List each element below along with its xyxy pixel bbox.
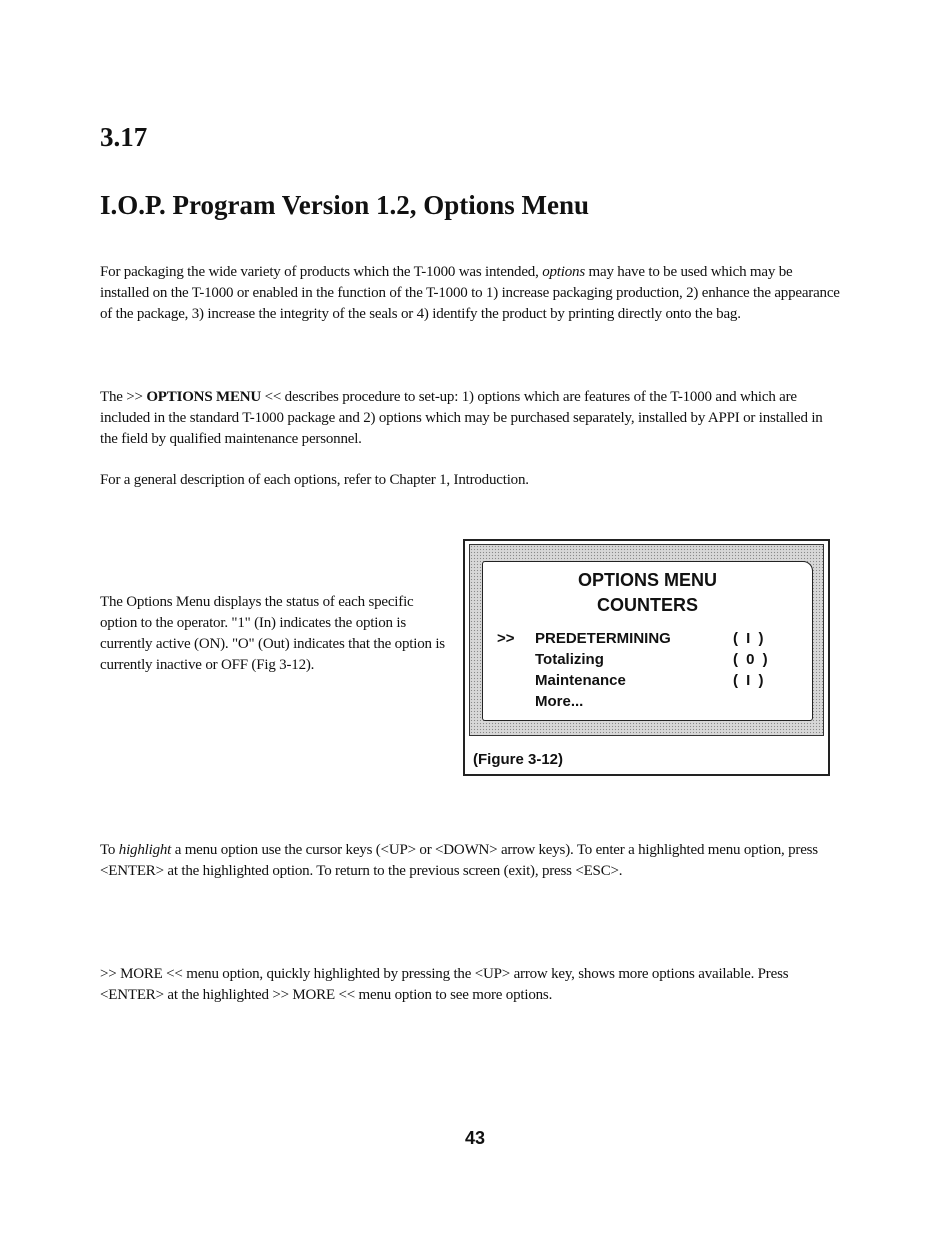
intro-text-end: may have to be used which may be installed on the T-1000 or enabled in the function of the T-1000 to 1) increase packaging production, 2) enhance the appearance of the package, 3) increase the integrity of the seals or 4) identify the product by printing directly onto the bag. — [100, 264, 840, 322]
figure-3-12 — [463, 539, 830, 776]
options-menu-paragraph — [100, 387, 840, 450]
screen-bezel — [469, 544, 824, 736]
menu-item-maintenance[interactable]: Maintenance — [535, 672, 626, 689]
options-menu-suffix: << describes procedure to set-up: 1) options which are features of the T-1000 and which are included in the standard T-1000 package and 2) options which may be purchased separately, installed by APPI or installed in the field by qualified maintenance personnel. — [100, 389, 823, 447]
options-menu-prefix: The >> — [100, 389, 147, 405]
intro-text-start: For packaging the wide variety of products which the T-1000 was intended, — [100, 264, 543, 280]
menu-item-totalizing-status: ( 0 ) — [733, 651, 770, 668]
menu-item-totalizing[interactable]: Totalizing — [535, 651, 604, 668]
highlight-suffix: a menu option use the cursor keys (<UP> or <DOWN> arrow keys). To enter a highlighted menu option, press <ENTER> at the highlighted option. To return to the previous screen (exit), press <ESC>. — [100, 842, 818, 879]
highlight-italic-term: highlight — [118, 842, 172, 858]
more-option-paragraph: >> MORE << menu option, quickly highlighted by pressing the <UP> arrow key, shows more options available. Press <ENTER> at the highlighted >> MORE << menu option to see more options. — [100, 966, 789, 1003]
screen-title-options-menu: OPTIONS MENU — [577, 570, 717, 590]
page-number: 43 — [464, 1128, 486, 1148]
options-menu-bold-term: OPTIONS MENU — [146, 389, 262, 405]
screen-title-counters: COUNTERS — [596, 595, 698, 615]
section-number: 3.17 — [100, 122, 148, 152]
page-title: I.O.P. Program Version 1.2, Options Menu — [100, 190, 590, 220]
menu-cursor-marker: >> — [497, 630, 515, 647]
menu-item-predetermining-status: ( I ) — [733, 630, 766, 647]
options-menu-screen — [482, 561, 813, 721]
menu-item-predetermining[interactable]: PREDETERMINING — [535, 630, 671, 647]
general-description-paragraph: For a general description of each options, refer to Chapter 1, Introduction. — [100, 472, 529, 488]
intro-italic-term: options — [542, 264, 585, 280]
highlight-paragraph — [100, 840, 840, 882]
highlight-prefix: To — [100, 842, 119, 858]
figure-caption: (Figure 3-12) — [473, 751, 564, 768]
intro-paragraph — [100, 262, 840, 325]
menu-item-maintenance-status: ( I ) — [733, 672, 766, 689]
menu-item-more[interactable]: More... — [535, 693, 584, 710]
status-description-paragraph: The Options Menu displays the status of each specific option to the operator. "1" (In) indicates the option is currently active (ON). "O" (Out) indicates that the option is currently inactive or OFF (Fig 3-12). — [100, 594, 445, 673]
